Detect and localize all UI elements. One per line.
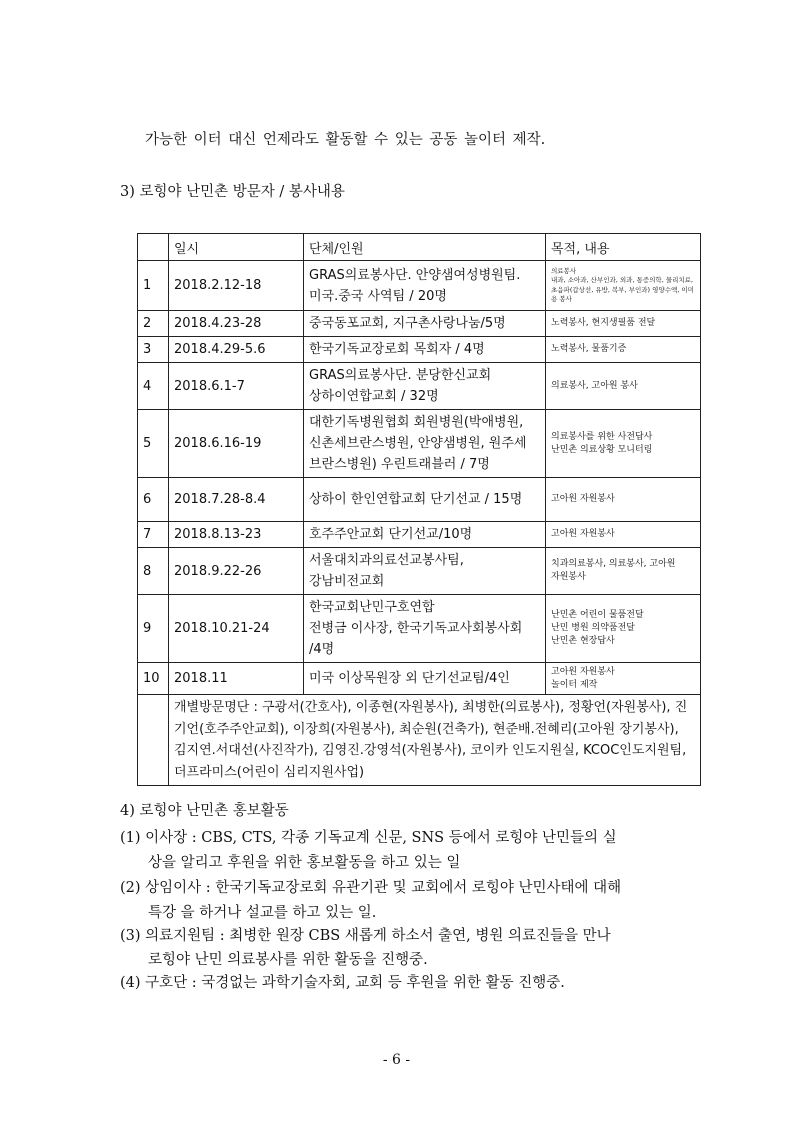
row-date: 2018.10.21-24 — [169, 595, 304, 663]
row-purpose: 노력봉사, 물품기증 — [546, 337, 701, 363]
table-row — [138, 595, 701, 663]
row-purpose: 고아원 자원봉사 — [546, 478, 701, 522]
table-row — [138, 522, 701, 548]
list-item: (3) 의료지원팀 : 최병한 원장 CBS 새롭게 하소서 출연, 병원 의료진들을 만나 — [120, 928, 611, 944]
list-item: (1) 이사장 : CBS, CTS, 각종 기독교계 신문, SNS 등에서 로힝야 난민들의 실 — [120, 830, 617, 846]
table-row — [138, 410, 701, 478]
table-row — [138, 478, 701, 522]
row-purpose: 의료봉사, 고아원 봉사 — [546, 363, 701, 410]
row-purpose: 고아원 자원봉사 — [546, 522, 701, 548]
section4-heading: 4) 로힝야 난민촌 홍보활동 — [120, 803, 289, 819]
row-purpose: 고아원 자원봉사 놀이터 제작 — [546, 663, 701, 695]
row-group: 서울대치과의료선교봉사팀, 강남비전교회 — [304, 548, 546, 595]
row-number: 1 — [138, 261, 169, 311]
header-date: 일시 — [169, 234, 304, 261]
row-number: 5 — [138, 410, 169, 478]
header-purpose: 목적, 내용 — [546, 234, 701, 261]
section3-heading: 3) 로힝야 난민촌 방문자 / 봉사내용 — [120, 184, 345, 200]
visits-table — [137, 233, 701, 786]
row-date: 2018.9.22-26 — [169, 548, 304, 595]
list-item-continuation: 로힝야 난민 의료봉사를 위한 활동을 진행중. — [148, 952, 428, 968]
row-date: 2018.2.12-18 — [169, 261, 304, 311]
table-row — [138, 663, 701, 695]
row-date: 2018.6.1-7 — [169, 363, 304, 410]
row-group: GRAS의료봉사단. 안양샘여성병원팀. 미국.중국 사역팀 / 20명 — [304, 261, 546, 311]
row-group: 한국교회난민구호연합 전병금 이사장, 한국기독교사회봉사회 /4명 — [304, 595, 546, 663]
row-number: 7 — [138, 522, 169, 548]
header-no — [138, 234, 169, 261]
row-number: 10 — [138, 663, 169, 695]
row-group: 중국동포교회, 지구촌사랑나눔/5명 — [304, 311, 546, 337]
row-number: 8 — [138, 548, 169, 595]
row-purpose: 노력봉사, 현지생필품 전달 — [546, 311, 701, 337]
row-group: GRAS의료봉사단. 분당한신교회 상하이연합교회 / 32명 — [304, 363, 546, 410]
row-number: 6 — [138, 478, 169, 522]
row-group: 호주주안교회 단기선교/10명 — [304, 522, 546, 548]
table-row — [138, 363, 701, 410]
row-purpose: 의료봉사 내과, 소아과, 산부인과, 외과, 통증의학, 물리치료, 초음파(갑상선, 유방, 복부, 부인과) 영양수액, 이미용 봉사 — [546, 261, 701, 311]
intro-line: 가능한 이터 대신 언제라도 활동할 수 있는 공동 놀이터 제작. — [145, 132, 546, 148]
page-number: - 6 - — [382, 1052, 411, 1068]
list-item: (4) 구호단 : 국경없는 과학기술자회, 교회 등 후원을 위한 활동 진행중. — [120, 975, 565, 991]
header-group: 단체/인원 — [304, 234, 546, 261]
row-group: 대한기독병원협회 회원병원(박애병원, 신촌세브란스병원, 안양샘병원, 원주세 브란스병원) 우린트래블러 / 7명 — [304, 410, 546, 478]
table-row — [138, 337, 701, 363]
row-date: 2018.7.28-8.4 — [169, 478, 304, 522]
list-item-continuation: 특강 을 하거나 설교를 하고 있는 일. — [148, 905, 377, 921]
row-number: 4 — [138, 363, 169, 410]
row-date: 2018.8.13-23 — [169, 522, 304, 548]
table-note-row — [138, 695, 701, 786]
row-group: 상하이 한인연합교회 단기선교 / 15명 — [304, 478, 546, 522]
row-date: 2018.4.29-5.6 — [169, 337, 304, 363]
row-number: 3 — [138, 337, 169, 363]
list-item-continuation: 상을 알리고 후원을 위한 홍보활동을 하고 있는 일 — [148, 855, 461, 871]
row-date: 2018.6.16-19 — [169, 410, 304, 478]
row-purpose: 난민촌 어린이 물품전달 난민 병원 의약품전달 난민촌 현장답사 — [546, 595, 701, 663]
row-number: 9 — [138, 595, 169, 663]
row-purpose: 의료봉사를 위한 사전답사 난민촌 의료상황 모니터링 — [546, 410, 701, 478]
list-item: (2) 상임이사 : 한국기독교장로회 유관기관 및 교회에서 로힝야 난민사태에 대해 — [120, 880, 622, 896]
row-group: 미국 이상목원장 외 단기선교팀/4인 — [304, 663, 546, 695]
row-number: 2 — [138, 311, 169, 337]
table-row — [138, 261, 701, 311]
row-purpose: 치과의료봉사, 의료봉사, 고아원 자원봉사 — [546, 548, 701, 595]
note-spacer — [138, 695, 169, 786]
row-date: 2018.11 — [169, 663, 304, 695]
table-row — [138, 311, 701, 337]
individual-visitors-note: 개별방문명단 : 구광서(간호사), 이종현(자원봉사), 최병한(의료봉사), 정황언(자원봉사), 진기언(호주주안교회), 이장희(자원봉사), 최순원(건축가), 현준배.전혜리(고아원 장기봉사), 김지연.서대선(사진작가), 김영진.강영석(자원봉사), 코이카 인도지원실, KCOC인도지원팀, 더프라미스(어린이 심리지원사업) — [169, 695, 701, 786]
table-row — [138, 548, 701, 595]
table-header-row — [138, 234, 701, 261]
row-date: 2018.4.23-28 — [169, 311, 304, 337]
row-group: 한국기독교장로회 목회자 / 4명 — [304, 337, 546, 363]
